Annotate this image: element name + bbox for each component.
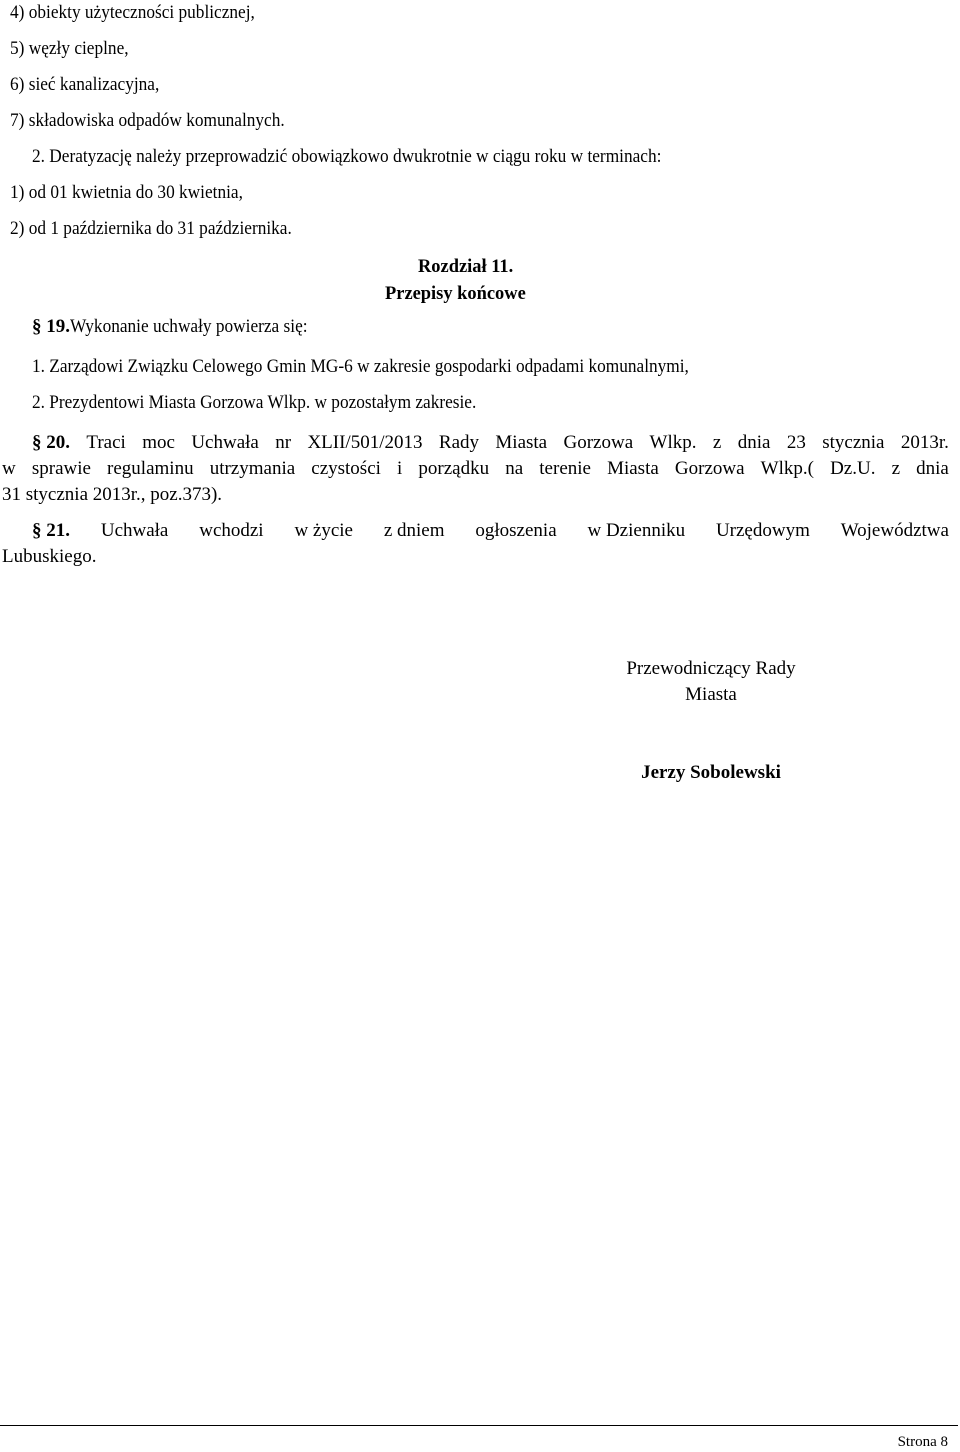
word: dnia [916,458,949,479]
list-item: 4) obiekty użyteczności publicznej, [10,2,255,23]
word: ogłoszenia [475,520,557,541]
signature-role: Przewodniczący Rady [626,658,796,679]
word: Wlkp. [649,432,697,453]
term-item: 1) od 01 kwietnia do 30 kwietnia, [10,182,243,203]
word: nr [275,432,292,453]
word: i [397,458,403,479]
word: Rady [438,432,479,453]
word: Wlkp.( [760,458,814,479]
word: wchodzi [199,520,264,541]
word: w [2,458,16,479]
word: Dz.U. [830,458,876,479]
chapter-number: Rozdział 11. [418,256,514,277]
word: Miasta [495,432,548,453]
word: Traci [86,432,126,453]
word: Województwa [840,520,949,541]
section-20-number: § 20. [32,432,70,453]
section-20-line-1 [2,432,949,454]
word: terenie [539,458,591,479]
section-21-line-2: Lubuskiego. [2,546,97,567]
word: 23 [786,432,806,453]
word: porządku [418,458,490,479]
word: stycznia [822,432,885,453]
word: utrzymania [209,458,296,479]
word: dnia [737,432,771,453]
word: Uchwała [191,432,259,453]
word: z [891,458,900,479]
section-20-line-3: 31 stycznia 2013r., poz.373). [2,484,223,505]
section-19-number: § 19. [32,316,70,337]
word: Urzędowym [715,520,810,541]
section-19-text: Wykonanie uchwały powierza się: [70,316,308,337]
section-19-heading [32,316,331,343]
list-item: 7) składowiska odpadów komunalnych. [10,110,285,131]
section-21-number: § 21. [32,520,70,541]
list-item: 5) węzły cieplne, [10,38,129,59]
term-item: 2) od 1 października do 31 października. [10,218,292,239]
word: w Dzienniku [587,520,686,541]
chapter-title: Przepisy końcowe [385,283,526,304]
section-20-line-2 [2,458,949,480]
word: regulaminu [107,458,194,479]
section-21-line-1 [2,520,949,542]
word: z dniem [383,520,445,541]
signature-name: Jerzy Sobolewski [641,762,781,783]
word: moc [142,432,175,453]
word: czystości [311,458,381,479]
section-19-item: 2. Prezydentowi Miasta Gorzowa Wlkp. w pozostałym zakresie. [32,392,477,413]
point-2-deratization: 2. Deratyzację należy przeprowadzić obowiązkowo dwukrotnie w ciągu roku w terminach: [32,146,662,167]
page-number: Strona 8 [897,1434,948,1450]
word: z [712,432,722,453]
list-item: 6) sieć kanalizacyjna, [10,74,160,95]
word: sprawie [31,458,91,479]
word: 2013r. [900,432,949,453]
word: w życie [294,520,353,541]
section-19-item: 1. Zarządowi Związku Celowego Gmin MG-6 w zakresie gospodarki odpadami komunalnymi, [32,356,689,377]
word: Gorzowa [674,458,745,479]
word: Gorzowa [563,432,634,453]
signature-role-cont: Miasta [685,684,737,705]
word: Miasta [607,458,659,479]
word: Uchwała [100,520,169,541]
footer-divider [0,1425,958,1426]
word: na [505,458,524,479]
word: XLII/501/2013 [307,432,423,453]
